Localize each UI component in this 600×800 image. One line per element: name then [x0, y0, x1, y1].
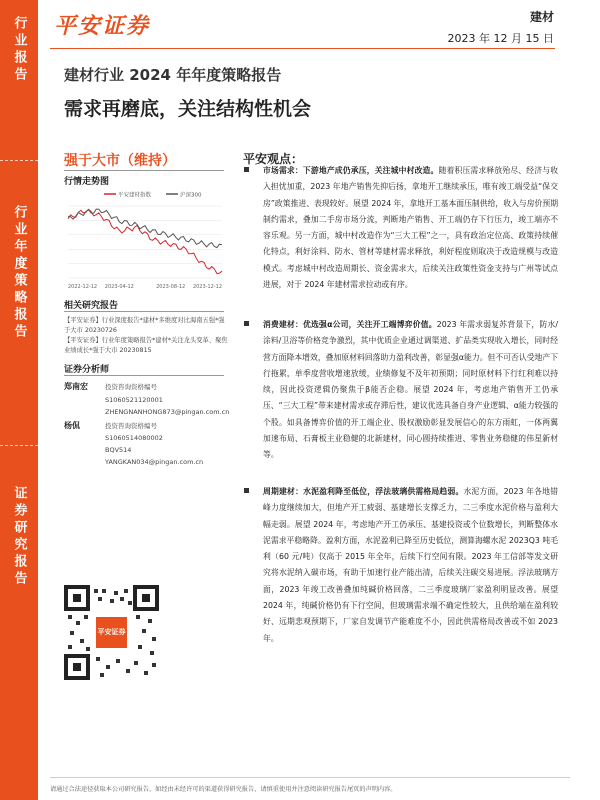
section-divider: [64, 375, 224, 376]
analyst-license-number: S1060514080002: [105, 434, 163, 442]
chart-title: 行情走势图: [64, 177, 110, 187]
chart-grid: [68, 206, 222, 278]
x-tick-label: 2022-12-12: [68, 284, 98, 290]
section-divider: [64, 311, 224, 312]
qr-code[interactable]: [64, 585, 159, 680]
analyst-name: 杨侃: [64, 421, 80, 430]
sidebar-divider: [0, 160, 38, 161]
viewpoint-paragraph: [244, 163, 558, 293]
industry-rating: 强于大市（维持）: [64, 153, 176, 169]
chart-series: [68, 209, 222, 274]
footer-disclaimer: 请通过合法途径获取本公司研究报告，如经由未经许可的渠道获得研究报告，请慎重使用并注意阅读研究报告尾页的声明内容。: [50, 786, 397, 793]
viewpoint-title: 平安观点：: [243, 152, 304, 166]
report-headline: 需求再磨底，关注结构性机会: [64, 98, 312, 120]
related-report-link[interactable]: 【平安证券】行业深度报告*建材*多维度对比海南五强*强于大市 20230726: [64, 317, 225, 334]
report-title: 建材行业 2024 年年度策略报告: [64, 66, 282, 84]
bullet-icon: [244, 321, 249, 326]
market-trend-chart: [64, 186, 226, 298]
legend-label: 平安建材指数: [118, 192, 152, 199]
section-divider: [64, 170, 224, 171]
chart-x-ticks: [68, 284, 222, 290]
paragraph-body: 水泥方面，2023 年各地错峰力度继续加大，但地产开工疲弱、基建增长支撑乏力，二三季度水泥价格与盈利大幅走弱。展望 2024 年，考虑地产开工仍承压、基建投资或个位数增长，判断整体水泥需求平稳略降。盈利方面，水泥盈利已降至历史低位，测算海螺水泥 2023Q3 吨毛利（60 元/吨）仅高于 2015 年全年，后续下行空间有限。2023 年工信部等发文研究将水泥纳入碳市场，有助于加速行业产能出清，后续关注碳交易进展。浮法玻璃方面，2023 年竣工改善叠加纯碱价格回落，二三季度玻璃厂家盈利明显改善。展望 2024 年，纯碱价格仍有下行空间，但玻璃需求端不确定性较大，且供给端在盈利较好、远期悲观预期下，厂家自发调节产能难度不小，因此供需格局改善或不如 2023 年。: [263, 487, 558, 643]
bullet-icon: [244, 488, 249, 493]
analyst-email[interactable]: ZHENGNANHONG873@pingan.com.cn: [105, 408, 230, 416]
bullet-icon: [244, 167, 249, 172]
x-tick-label: 2023-08-12: [156, 284, 186, 290]
qr-logo: 平安证券: [94, 615, 129, 650]
series-line: [68, 209, 222, 273]
footer-divider: [50, 777, 570, 778]
company-logo: 平安证券: [54, 14, 151, 39]
analyst-credential-label: 投资咨询资格编号: [105, 422, 157, 430]
left-sidebar: [0, 0, 38, 800]
paragraph-lead: 周期建材：水泥盈利降至低位，浮法玻璃供需格局趋弱。: [263, 487, 464, 496]
sidebar-divider: [0, 445, 38, 446]
sidebar-label-securities-research: 证券研究报告: [11, 486, 27, 588]
paragraph-body: 随着积压需求释放殆尽、经济与收入担忧加重，2023 年地产销售先抑后扬，拿地开工继续承压，唯有竣工端受益“保交房”政策推进、表现较好。展望 2024 年，拿地开工基本面压制供给，收入与房价预期制约需求，叠加二手房市场分流，判断地产销售、开工端仍存下行压力，竣工端亦不容乐观。另一方面，城中村改造作为“三大工程”之一，具有政治定位高、政策持续催化特点，利好涂料、防水、管材等建材需求释放，利好程度则取决于改造规模与改造模式。考虑城中村改造周期长、资金需求大，后续关注政策性资金支持与广州等试点进展，对于 2024 年建材需求拉动或有序。: [263, 166, 559, 290]
related-report-link[interactable]: 【平安证券】行业年度策略报告*建材*关注龙头变革、聚焦业绩成长*强于大市 20230815: [64, 337, 228, 354]
industry-label: 建材: [529, 10, 554, 24]
paragraph-lead: 市场需求：下游地产成仍承压，关注城中村改造。: [263, 166, 439, 175]
related-reports-title: 相关研究报告: [64, 301, 119, 311]
analyst-name: 郑南宏: [64, 382, 88, 391]
analyst-credential-label: 投资咨询资格编号: [105, 383, 157, 391]
paragraph-lead: 消费建材：优选强α公司，关注开工端博弈价值。: [263, 320, 437, 329]
paragraph-body: 2023 年需求弱复苏背景下，防水/涂料/卫浴等价格竞争激烈，其中优质企业通过调渠道、扩品类实现收入增长，同时经营方面降本增效，叠加原材料回落助力盈利改善，彰显强α能力。但不可否认受地产下行拖累，单季度营收增速放缓，业绩修复不及年初预期；同时原材料下行红利难以持续，因此投资逻辑仍聚焦于β能否企稳。展望 2024 年，考虑地产销售开工仍承压、“三大工程”带来建材需求或存滞后性，建议优选具备自身产业逻辑、α能力较强的个股。如具备博弈价值的开工端企业、股权激励彰显发展信心的东方雨虹，一体两翼加速布局、石膏板主业稳健的北新建材，同心圆持续推进、零售业务稳健的伟星新材等。: [263, 320, 558, 460]
analyst-license-number: S1060521120001: [105, 396, 163, 404]
sidebar-label-report-type: 行业报告: [11, 16, 27, 84]
viewpoint-paragraph: [244, 317, 558, 464]
sidebar-label-report-series: 行业年度策略报告: [11, 205, 27, 341]
analysts-title: 证券分析师: [64, 365, 110, 375]
analyst-code: BQV514: [105, 446, 132, 454]
header-divider: [50, 48, 555, 49]
x-tick-label: 2023-12-12: [192, 284, 222, 290]
chart-legend: [104, 191, 202, 199]
series-line: [68, 209, 222, 248]
legend-label: 沪深300: [180, 192, 202, 199]
analyst-email[interactable]: YANGKAN034@pingan.com.cn: [105, 458, 204, 466]
x-tick-label: 2023-04-12: [104, 284, 134, 290]
report-date: 2023 年 12 月 15 日: [447, 32, 554, 45]
viewpoint-paragraph: [244, 484, 558, 647]
